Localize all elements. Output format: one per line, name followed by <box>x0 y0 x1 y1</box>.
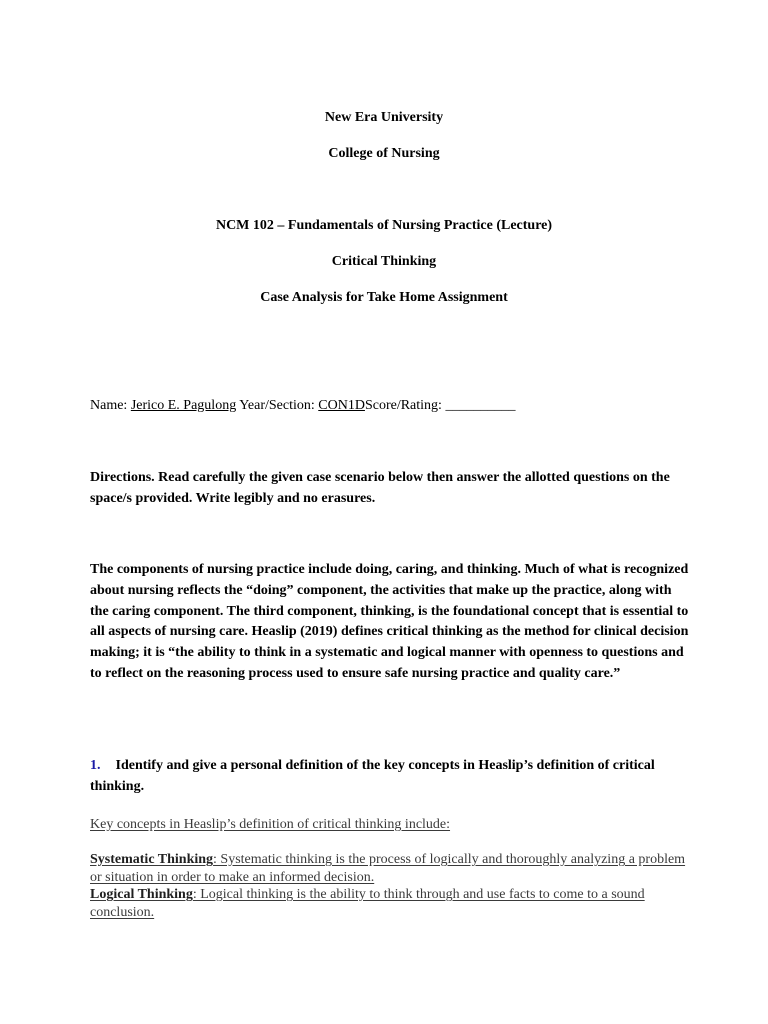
answer-item-systematic <box>90 851 690 886</box>
college-name: College of Nursing <box>328 146 440 161</box>
answer-definition: : Systematic thinking is the process of logically and thoroughly analyzing a problem or situation in order to make an informed decision. <box>90 852 686 885</box>
question-number: 1. <box>90 758 101 773</box>
question-text: Identify and give a personal definition of the key concepts in Heaslip’s definition of critical thinking. <box>90 758 655 794</box>
score-blank: __________ <box>445 398 516 413</box>
question-1 <box>90 756 690 798</box>
university-name: New Era University <box>324 110 444 125</box>
answer-term: Systematic Thinking <box>90 852 214 867</box>
name-label: Name: <box>90 398 128 413</box>
score-label: Score/Rating: <box>364 398 442 413</box>
answer-definition: : Logical thinking is the ability to think through and use facts to come to a sound conclusion. <box>90 887 645 920</box>
section-label: Year/Section: <box>239 398 315 413</box>
answer-intro: Key concepts in Heaslip’s definition of critical thinking include: <box>90 817 451 832</box>
student-info-line <box>90 397 515 415</box>
answer-item-logical <box>90 886 690 921</box>
topic-title: Critical Thinking <box>331 254 437 269</box>
student-section: CON1D <box>318 398 365 413</box>
course-title: NCM 102 – Fundamentals of Nursing Practice (Lecture) <box>215 218 553 233</box>
answer-term: Logical Thinking <box>90 887 193 902</box>
case-scenario-paragraph: The components of nursing practice include doing, caring, and thinking. Much of what is recognized about nursing reflects the “doing” component, the activities that make up the practice, along with the caring component. The third component, thinking, is the foundational concept that is essential to all aspects of nursing care. Heaslip (2019) defines critical thinking as the method for clinical decision making; it is “the ability to think in a systematic and logical manner with openness to questions and to reflect on the reasoning process used to ensure safe nursing practice and quality care.” <box>90 562 689 681</box>
student-name: Jerico E. Pagulong <box>130 398 237 413</box>
assignment-title: Case Analysis for Take Home Assignment <box>260 290 508 305</box>
directions-paragraph: Directions. Read carefully the given case scenario below then answer the allotted questions on the space/s provided. Write legibly and no erasures. <box>90 470 670 506</box>
